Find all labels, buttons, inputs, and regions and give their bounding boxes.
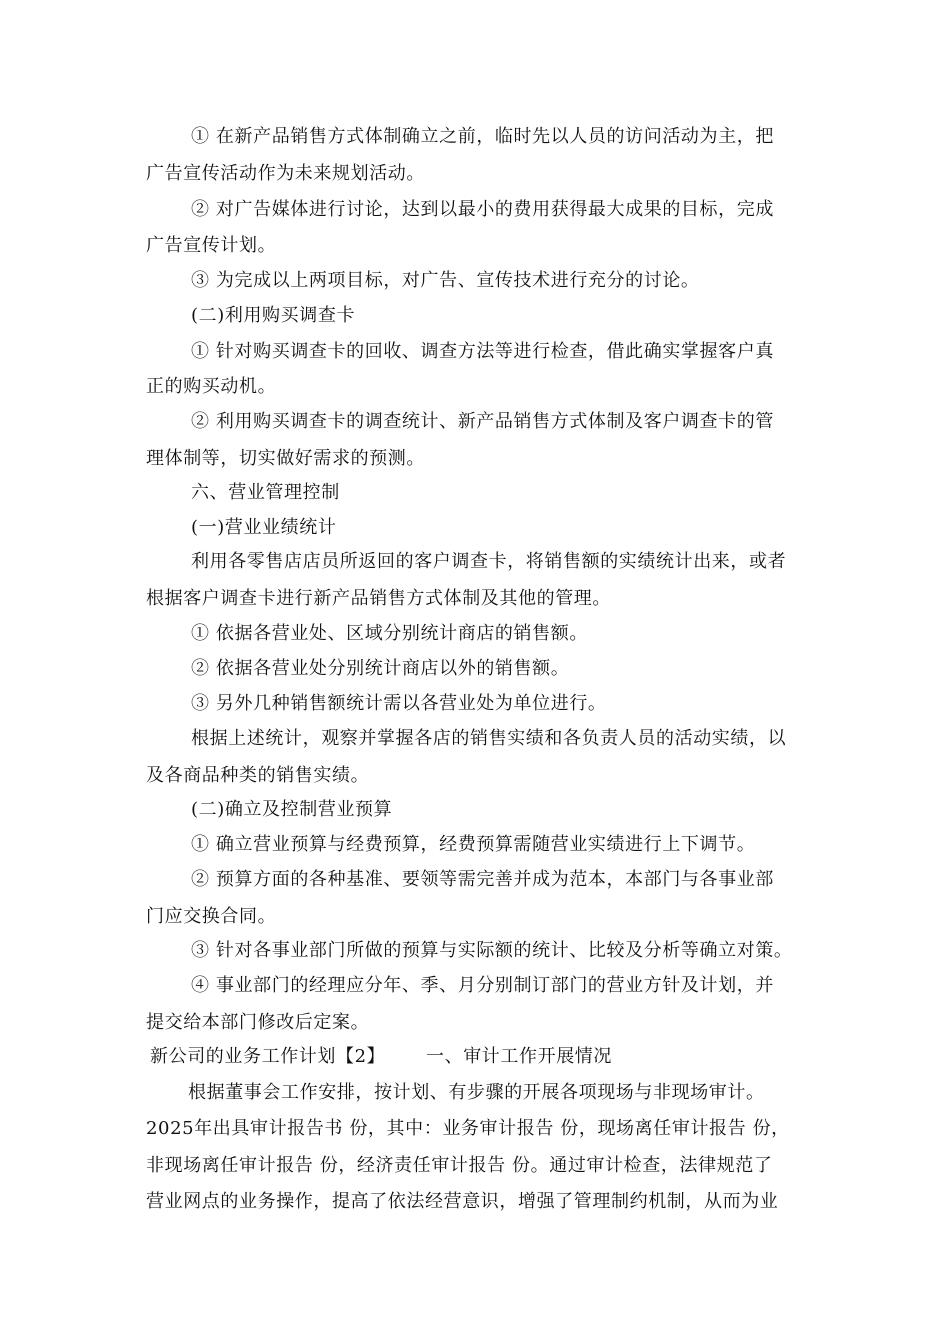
paragraph-line: 广告宣传计划。 <box>146 235 277 256</box>
paragraph-line: ② 依据各营业处分别统计商店以外的销售额。 <box>191 658 570 679</box>
paragraph-line: ④ 事业部门的经理应分年、季、月分别制订部门的营业方针及计划，并 <box>191 975 774 996</box>
subheading: (二)确立及控制营业预算 <box>191 799 393 820</box>
paragraph-line: ② 预算方面的各种基准、要领等需完善并成为范本，本部门与各事业部 <box>191 869 774 890</box>
paragraph-line: 及各商品种类的销售实绩。 <box>146 765 370 786</box>
paragraph-line: 正的购买动机。 <box>146 376 277 397</box>
section-subtitle: 一、审计工作开展情况 <box>426 1046 612 1067</box>
paragraph-line: 利用各零售店店员所返回的客户调查卡，将销售额的实绩统计出来，或者 <box>191 551 787 572</box>
paragraph-line: ③ 针对各事业部门所做的预算与实际额的统计、比较及分析等确立对策。 <box>191 940 793 961</box>
paragraph-line: ② 对广告媒体进行讨论，达到以最小的费用获得最大成果的目标，完成 <box>191 199 774 220</box>
section-heading: 六、营业管理控制 <box>191 482 340 503</box>
section-title: 新公司的业务工作计划【2】 <box>150 1046 386 1067</box>
paragraph-line: ① 依据各营业处、区域分别统计商店的销售额。 <box>191 623 588 644</box>
paragraph-line: 非现场离任审计报告 份，经济责任审计报告 份。通过审计检查，法律规范了 <box>146 1155 773 1176</box>
paragraph-line: 门应交换合同。 <box>146 906 277 927</box>
paragraph-line: 营业网点的业务操作，提高了依法经营意识，增强了管理制约机制，从而为业 <box>146 1191 779 1212</box>
paragraph-line: ① 在新产品销售方式体制确立之前，临时先以人员的访问活动为主，把 <box>191 126 774 147</box>
paragraph-line: ① 确立营业预算与经费预算，经费预算需随营业实绩进行上下调节。 <box>191 834 756 855</box>
paragraph-line: ③ 为完成以上两项目标，对广告、宣传技术进行充分的讨论。 <box>191 270 700 291</box>
subheading: (一)营业业绩统计 <box>191 517 337 538</box>
paragraph-line: 根据上述统计，观察并掌握各店的销售实绩和各负责人员的活动实绩，以 <box>191 728 787 749</box>
paragraph-line: 2025年出具审计报告书 份，其中：业务审计报告 份，现场离任审计报告 份， <box>146 1118 790 1139</box>
paragraph-line: ① 针对购买调查卡的回收、调查方法等进行检查，借此确实掌握客户真 <box>191 341 774 362</box>
paragraph-line: 根据董事会工作安排，按计划、有步骤的开展各项现场与非现场审计。 <box>188 1082 765 1103</box>
subheading: (二)利用购买调查卡 <box>191 305 356 326</box>
paragraph-line: 广告宣传活动作为未来规划活动。 <box>146 163 425 184</box>
paragraph-line: 根据客户调查卡进行新产品销售方式体制及其他的管理。 <box>146 588 611 609</box>
paragraph-line: ③ 另外几种销售额统计需以各营业处为单位进行。 <box>191 693 607 714</box>
paragraph-line: ② 利用购买调查卡的调查统计、新产品销售方式体制及客户调查卡的管 <box>191 411 774 432</box>
paragraph-line: 提交给本部门修改后定案。 <box>146 1012 370 1033</box>
paragraph-line: 理体制等，切实做好需求的预测。 <box>146 448 425 469</box>
